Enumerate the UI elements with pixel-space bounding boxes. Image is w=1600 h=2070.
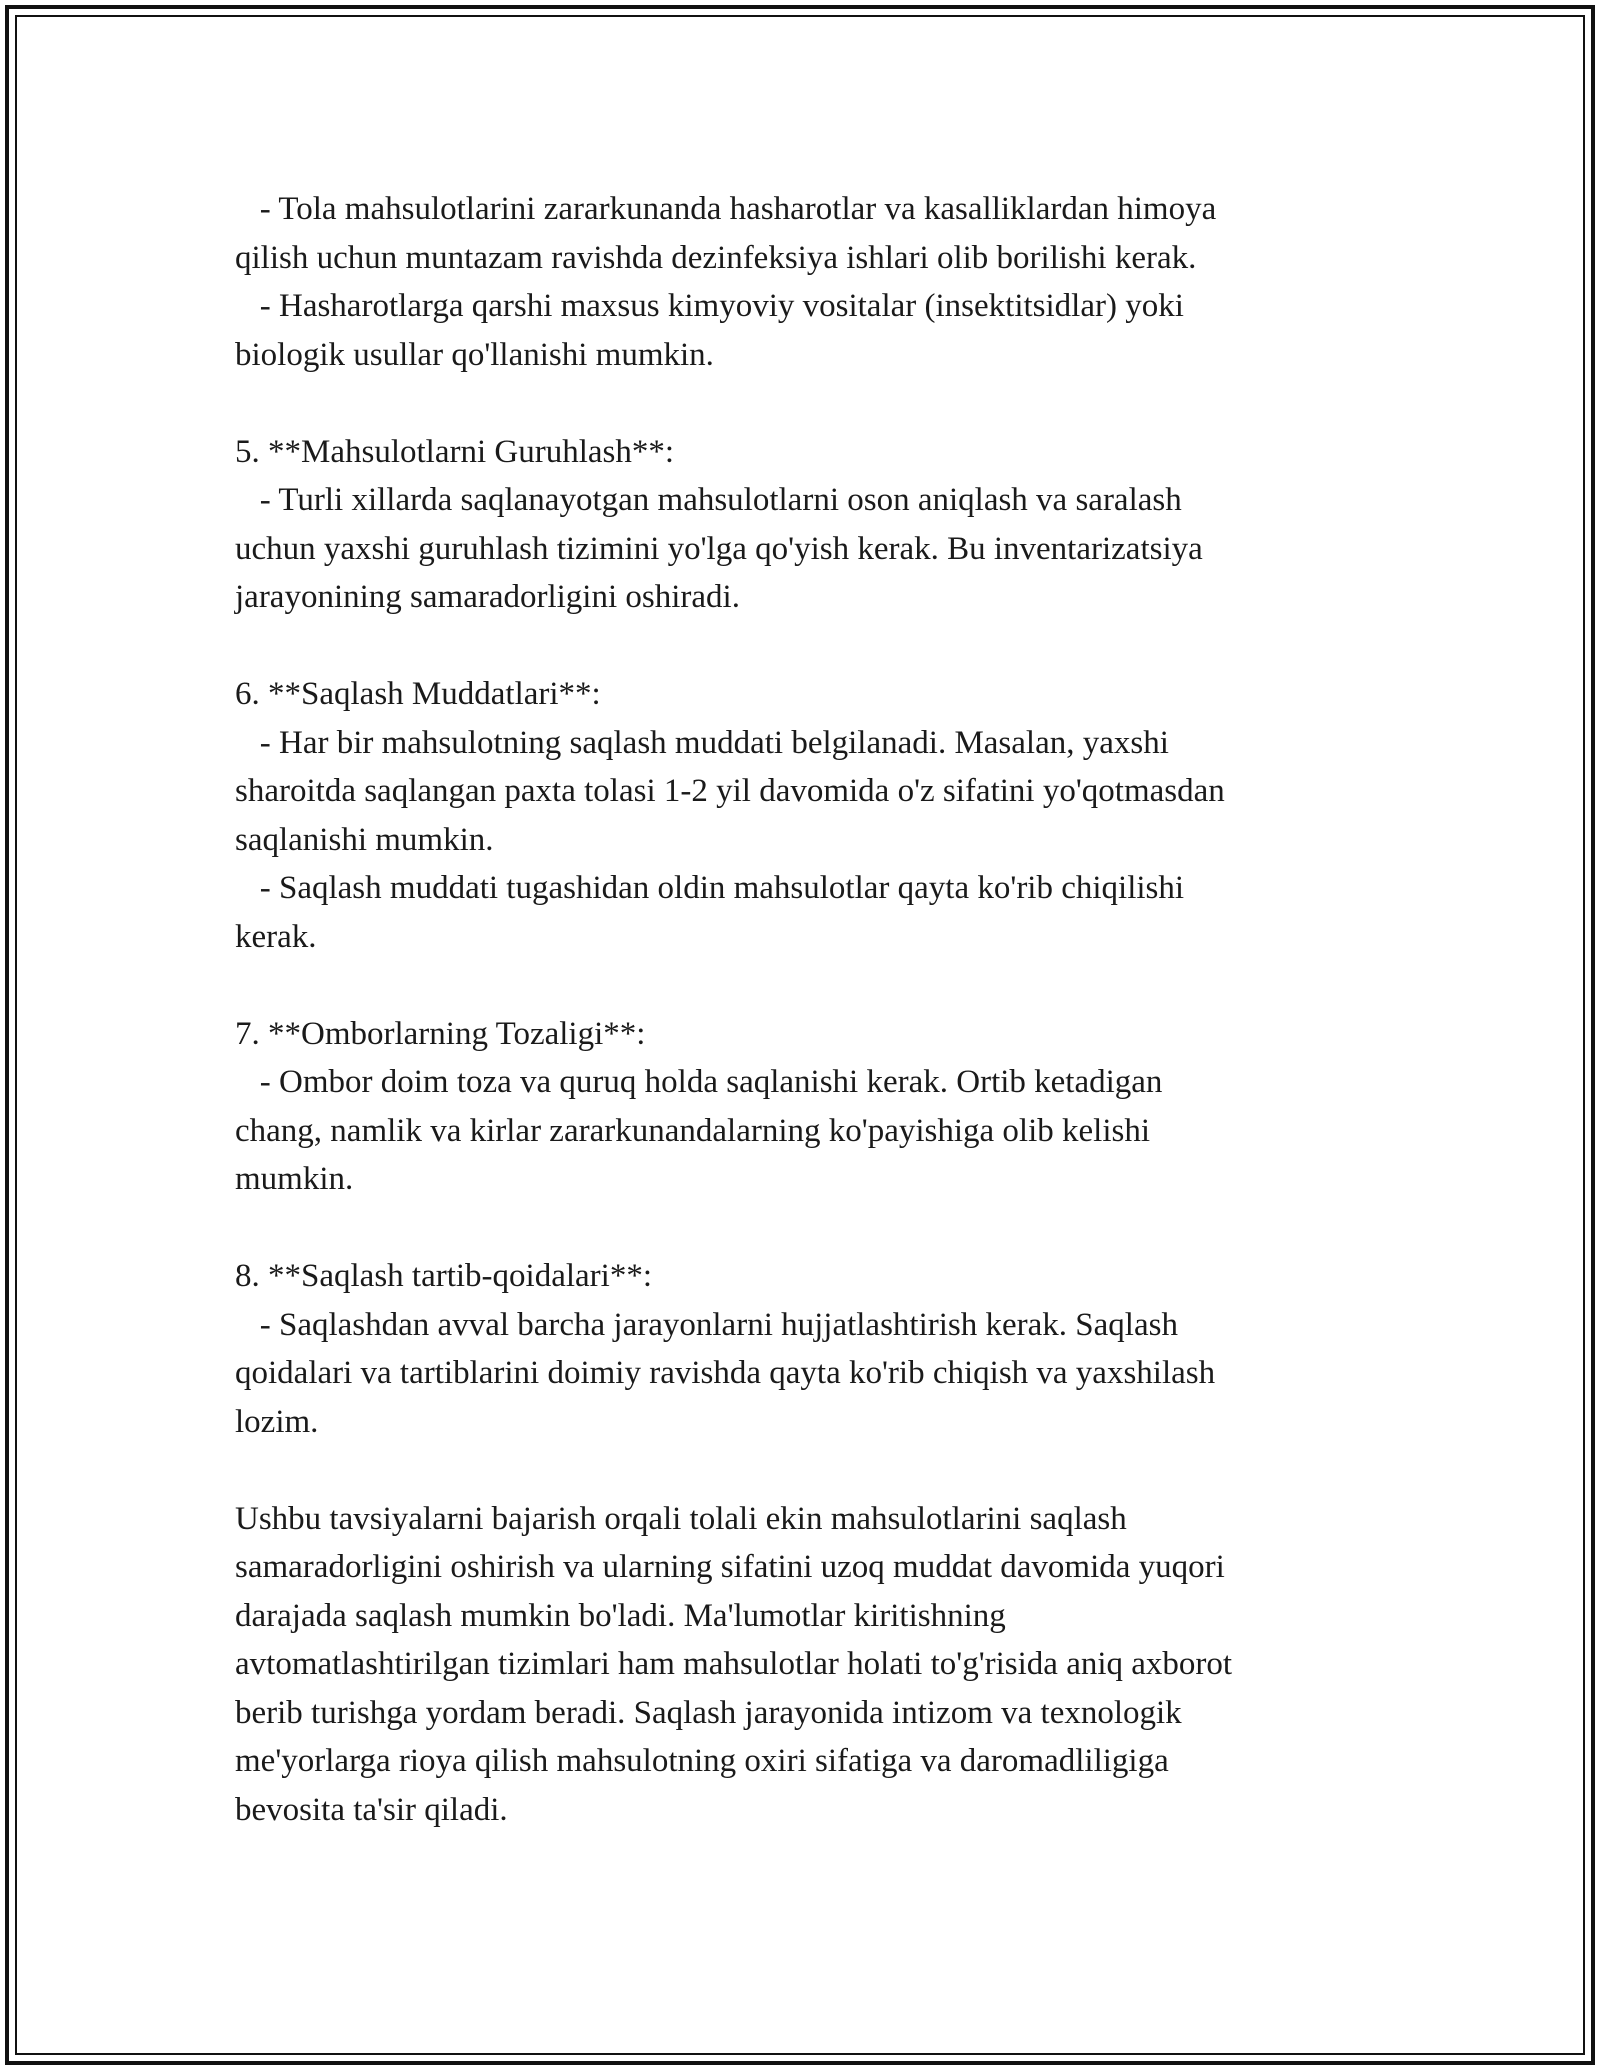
text-line: qoidalari va tartiblarini doimiy ravishda qayta ko'rib chiqish va yaxshilash	[235, 1355, 1216, 1391]
section-heading: 6. **Saqlash Muddatlari**:	[235, 676, 601, 712]
text-line: berib turishga yordam beradi. Saqlash jarayonida intizom va texnologik	[235, 1694, 1182, 1731]
text-line: - Hasharotlarga qarshi maxsus kimyoviy vositalar (insektitsidlar) yoki	[235, 288, 1184, 324]
text-line: me'yorlarga rioya qilish mahsulotning oxiri sifatiga va daromadliligiga	[235, 1743, 1169, 1779]
text-line: kerak.	[235, 918, 317, 955]
section-storage-periods	[235, 670, 1365, 961]
paragraph-spacer	[235, 1446, 1365, 1495]
text-line: darajada saqlash mumkin bo'ladi. Ma'lumotlar kiritishning	[235, 1597, 1006, 1634]
text-line: bevosita ta'sir qiladi.	[235, 1791, 508, 1828]
text-line: - Tola mahsulotlarini zararkunanda hasharotlar va kasalliklardan himoya	[235, 191, 1217, 227]
text-line: sharoitda saqlangan paxta tolasi 1-2 yil davomida o'z sifatini yo'qotmasdan	[235, 773, 1225, 809]
text-line: chang, namlik va kirlar zararkunandalarning ko'payishiga olib kelishi	[235, 1112, 1150, 1149]
section-heading: 5. **Mahsulotlarni Guruhlash**:	[235, 433, 675, 470]
section-heading: 7. **Omborlarning Tozaligi**:	[235, 1015, 646, 1052]
text-line: uchun yaxshi guruhlash tizimini yo'lga qo'yish kerak. Bu inventarizatsiya	[235, 530, 1203, 567]
section-warehouse-cleanliness	[235, 1010, 1365, 1204]
text-line: samaradorligini oshirish va ularning sifatini uzoq muddat davomida yuqori	[235, 1549, 1225, 1585]
paragraph-spacer	[235, 1204, 1365, 1253]
section-conclusion	[235, 1495, 1365, 1835]
section-storage-rules	[235, 1252, 1365, 1446]
text-line: - Har bir mahsulotning saqlash muddati belgilanadi. Masalan, yaxshi	[235, 724, 1169, 761]
text-line: - Saqlashdan avval barcha jarayonlarni hujjatlashtirish kerak. Saqlash	[235, 1306, 1178, 1343]
text-line: - Turli xillarda saqlanayotgan mahsulotlarni oson aniqlash va saralash	[235, 482, 1182, 518]
text-line: qilish uchun muntazam ravishda dezinfeksiya ishlari olib borilishi kerak.	[235, 239, 1197, 276]
document-body	[235, 185, 1365, 1834]
paragraph-spacer	[235, 379, 1365, 428]
paragraph-spacer	[235, 622, 1365, 671]
text-line: biologik usullar qo'llanishi mumkin.	[235, 336, 714, 373]
text-line: jarayonining samaradorligini oshiradi.	[235, 579, 740, 615]
text-line: Ushbu tavsiyalarni bajarish orqali tolali ekin mahsulotlarini saqlash	[235, 1500, 1127, 1537]
text-line: - Ombor doim toza va quruq holda saqlanishi kerak. Ortib ketadigan	[235, 1064, 1163, 1100]
text-line: - Saqlash muddati tugashidan oldin mahsulotlar qayta ko'rib chiqilishi	[235, 870, 1185, 906]
text-line: lozim.	[235, 1403, 319, 1440]
section-grouping	[235, 428, 1365, 622]
section-pest-protection	[235, 185, 1365, 379]
paragraph-spacer	[235, 961, 1365, 1010]
text-line: saqlanishi mumkin.	[235, 821, 494, 858]
text-line: mumkin.	[235, 1161, 354, 1197]
text-line: avtomatlashtirilgan tizimlari ham mahsulotlar holati to'g'risida aniq axborot	[235, 1646, 1233, 1682]
section-heading: 8. **Saqlash tartib-qoidalari**:	[235, 1258, 652, 1294]
